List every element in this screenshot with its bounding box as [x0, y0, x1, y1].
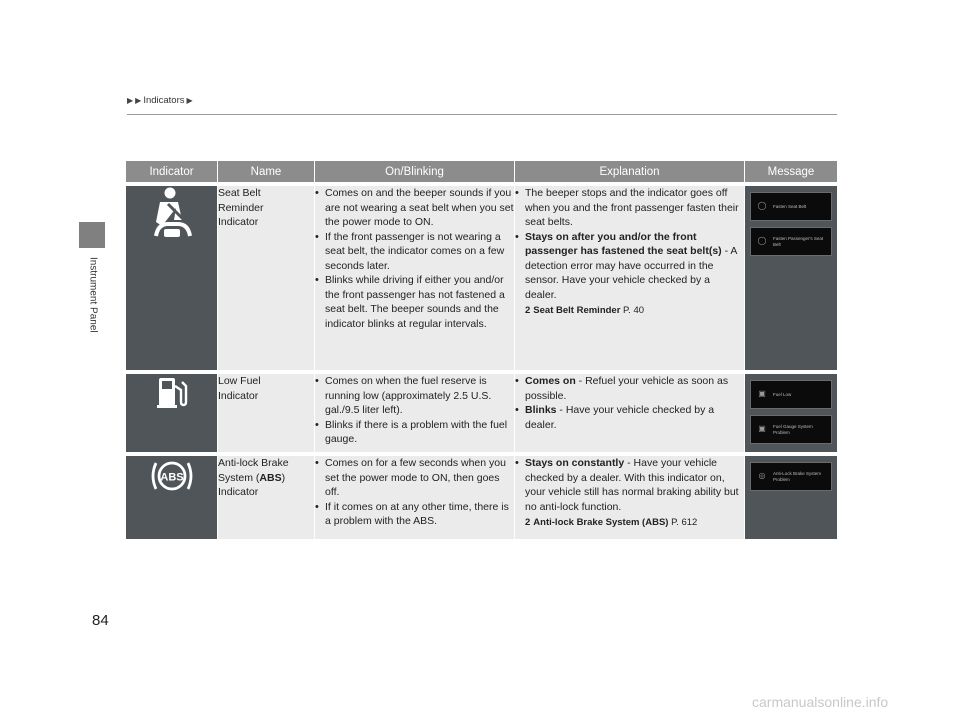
indicator-name-line: Reminder: [218, 201, 264, 214]
indicator-table: [126, 157, 837, 543]
column-header: Name: [218, 161, 315, 182]
message-text: Fasten Passenger's Seat Belt: [773, 235, 824, 247]
message-text: Anti-Lock Brake System Problem: [773, 470, 822, 482]
reference-arrow-icon: 2: [525, 517, 531, 528]
indicator-name-line: Indicator: [218, 486, 259, 498]
list-item-text: Comes on for a few seconds when you set the power mode to ON, then goes off.: [325, 457, 506, 498]
on-blinking-cell: [315, 186, 515, 370]
indicator-icon-cell: [126, 374, 218, 452]
list-item: • Comes on - Refuel your vehicle as soon as possible.: [515, 375, 729, 402]
list-item: • Comes on for a few seconds when you set the power mode to ON, then goes off.: [315, 457, 506, 498]
indicator-name-line: Anti-lock Brake: [218, 457, 289, 469]
list-item-emphasis: Stays on constantly: [525, 457, 625, 469]
name-text: ): [281, 471, 286, 484]
message-display: [750, 415, 832, 444]
cross-reference-link[interactable]: [515, 516, 744, 531]
list-item: • If it comes on at any other time, there is a problem with the ABS.: [315, 500, 509, 527]
breadcrumb: [127, 95, 193, 106]
breadcrumb-arrow-icon: ▶: [186, 96, 193, 105]
indicator-name-line: Seat Belt: [218, 187, 261, 199]
reference-arrow-icon: 2: [525, 305, 531, 316]
reference-title[interactable]: Anti-lock Brake System (ABS): [533, 517, 669, 528]
indicator-name-cell: [218, 374, 315, 452]
abs-icon: ◎: [758, 471, 766, 481]
list-item: • If the front passenger is not wearing a seat belt, the indicator comes on a few seconds later.: [315, 230, 505, 272]
message-display: [750, 380, 832, 409]
message-display: [750, 462, 832, 491]
list-item-text: Blinks while driving if either you and/or the front passenger has not fastened a seat belt. The beeper sounds and the indicator blinks at regular intervals.: [325, 274, 505, 330]
list-item-text: - Refuel your vehicle as soon as possible.: [525, 375, 729, 402]
list-item-emphasis: Blinks: [525, 404, 557, 416]
list-item: • Stays on constantly - Have your vehicle checked by a dealer. With this indicator on, your vehicle still has normal braking ability but no anti-lock function.: [515, 457, 739, 513]
header-divider: [127, 114, 837, 115]
message-cell: [745, 374, 837, 452]
on-blinking-cell: [315, 456, 515, 539]
cross-reference-link[interactable]: [515, 304, 744, 319]
list-item-text: Blinks if there is a problem with the fuel gauge.: [325, 418, 508, 445]
reference-page: P. 612: [668, 517, 698, 528]
list-item: • Comes on and the beeper sounds if you are not wearing a seat belt when you set the power mode to ON.: [315, 187, 514, 228]
list-item-emphasis: Comes on: [525, 375, 576, 387]
indicator-name-cell: [218, 186, 315, 370]
list-item: • The beeper stops and the indicator goes off when you and the front passenger fasten their seat belts.: [515, 187, 739, 228]
table-header-row: [126, 161, 837, 182]
list-item-text: - Have your vehicle checked by a dealer. With this indicator on, your vehicle still has normal braking ability but no anti-lock function.: [525, 457, 739, 513]
seat-belt-icon: [148, 186, 196, 242]
message-cell: [745, 186, 837, 370]
sidebar-section-label: [86, 257, 100, 337]
message-text: Fuel Low: [773, 391, 792, 397]
breadcrumb-item[interactable]: Indicators: [143, 95, 185, 106]
table-row: [126, 456, 837, 539]
list-item-text: If it comes on at any other time, there is a problem with the ABS.: [325, 500, 509, 527]
seat-belt-icon: ◯: [757, 236, 767, 246]
list-item: • Blinks - Have your vehicle checked by a dealer.: [515, 404, 715, 431]
indicator-name-line: Low Fuel: [218, 375, 261, 387]
page-number: 84: [92, 612, 109, 629]
watermark: carmanualsonline.info: [752, 694, 889, 710]
seat-belt-icon: ◯: [757, 201, 767, 211]
list-item-text: Comes on when the fuel reserve is running low (approximately 2.5 U.S. gal./9.5 liter left).: [325, 375, 492, 416]
reference-title[interactable]: Seat Belt Reminder: [533, 305, 621, 316]
list-item: • Comes on when the fuel reserve is running low (approximately 2.5 U.S. gal./9.5 liter left).: [315, 375, 492, 416]
list-item: • Blinks if there is a problem with the fuel gauge.: [315, 418, 508, 445]
list-item-text: - A detection error may have occurred in the sensor. Have your vehicle checked by a dealer.: [525, 245, 737, 301]
reference-page: P. 40: [620, 305, 645, 316]
message-text: Fasten Seat Belt: [773, 203, 807, 209]
message-display: [750, 227, 832, 256]
message-display: [750, 192, 832, 221]
section-tab-marker: [79, 222, 105, 248]
fuel-pump-icon: ▣: [758, 389, 766, 399]
list-item-text: The beeper stops and the indicator goes off when you and the front passenger fasten their seat belts.: [525, 187, 739, 228]
abs-icon: [148, 456, 196, 496]
table-row: [126, 186, 837, 370]
message-cell: [745, 456, 837, 539]
on-blinking-cell: [315, 374, 515, 452]
indicator-icon-cell: [126, 186, 218, 370]
list-item: • Stays on after you and/or the front passenger has fastened the seat belt(s) - A detection error may have occurred in the sensor. Have your vehicle checked by a dealer.: [515, 230, 737, 301]
list-item-text: If the front passenger is not wearing a seat belt, the indicator comes on a few seconds later.: [325, 230, 505, 272]
indicator-name-line: Indicator: [218, 216, 259, 228]
name-text: System (: [218, 471, 260, 484]
column-header: On/Blinking: [315, 161, 515, 182]
svg-text:ABS: ABS: [159, 471, 184, 484]
explanation-cell: [515, 374, 745, 452]
list-item: • Blinks while driving if either you and/or the front passenger has not fastened a seat belt. The beeper sounds and the indicator blinks at regular intervals.: [315, 274, 505, 330]
indicator-name-line: Indicator: [218, 389, 259, 402]
column-header: Explanation: [515, 161, 745, 182]
fuel-pump-icon: [155, 374, 189, 410]
table-row: [126, 374, 837, 452]
column-header: Indicator: [126, 161, 218, 182]
list-item-text: Comes on and the beeper sounds if you are not wearing a seat belt when you set the power mode to ON.: [325, 187, 514, 228]
explanation-cell: [515, 186, 745, 370]
indicator-name-cell: [218, 456, 315, 539]
sidebar-label-text: Instrument Panel: [87, 257, 99, 333]
column-header: Message: [745, 161, 837, 182]
indicator-name-line: [218, 471, 314, 486]
breadcrumb-arrow-icon: ▶: [127, 96, 134, 105]
fuel-pump-icon: ▣: [758, 424, 766, 434]
explanation-cell: [515, 456, 745, 539]
indicator-icon-cell: [126, 456, 218, 539]
name-abbreviation: ABS: [259, 471, 282, 484]
list-item-emphasis: Stays on after you and/or the front passenger has fastened the seat belt(s): [525, 230, 722, 257]
message-text: Fuel Gauge System Problem: [773, 423, 813, 435]
list-item-text: - Have your vehicle checked by a dealer.: [525, 404, 715, 431]
breadcrumb-arrow-icon: ▶: [135, 96, 142, 105]
